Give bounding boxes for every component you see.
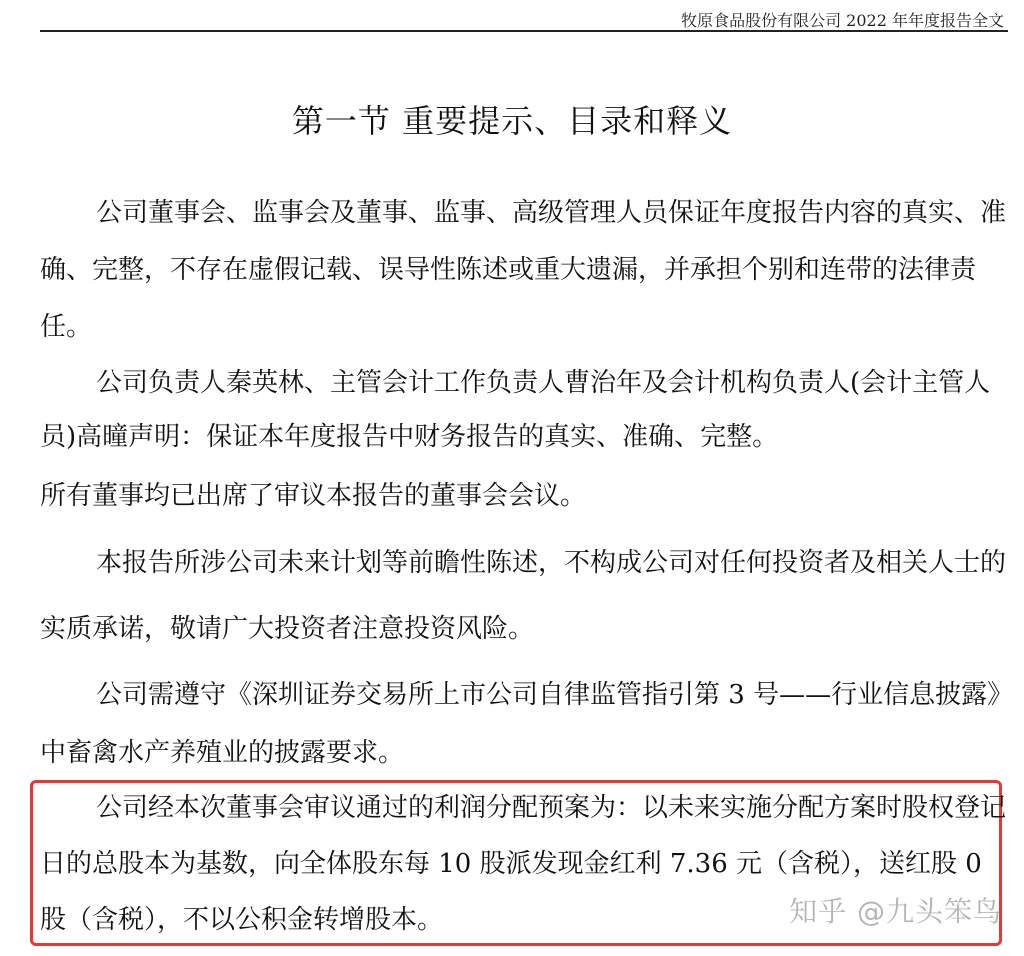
paragraph-text: 公司需遵守《深圳证券交易所上市公司自律监管指引第 3 号——行业信息披露》中畜禽水产养殖业的披露要求。 (40, 680, 1001, 768)
running-header-title: 牧原食品股份有限公司 2022 年年度报告全文 (681, 11, 1004, 30)
paragraph-financial-statement (40, 356, 1010, 464)
header-divider (40, 30, 1008, 32)
paragraph-directors-attendance: 所有董事均已出席了审议本报告的董事会会议。 (40, 481, 587, 511)
section-title: 第一节 重要提示、目录和释义 (291, 102, 733, 140)
paragraph-text: 公司经本次董事会审议通过的利润分配预案为：以未来实施分配方案时股权登记日的总股本为基数，向全体股东每 10 股派发现金红利 7.36 元（含税），送红股 0 股（含税），不以公积金转增股本。 (40, 793, 1007, 935)
paragraph-text: 公司董事会、监事会及董事、监事、高级管理人员保证年度报告内容的真实、准确、完整，不存在虚假记载、误导性陈述或重大遗漏，并承担个别和连带的法律责任。 (40, 198, 1007, 342)
watermark: 知乎 @九头笨鸟 (789, 895, 1002, 928)
paragraph-text: 本报告所涉公司未来计划等前瞻性陈述，不构成公司对任何投资者及相关人士的实质承诺，敬请广大投资者注意投资风险。 (40, 548, 1007, 644)
paragraph-text: 公司负责人秦英林、主管会计工作负责人曹治年及会计机构负责人(会计主管人员)高曈声明：保证本年度报告中财务报告的真实、准确、完整。 (40, 368, 991, 452)
paragraph-disclosure-requirements (40, 666, 1010, 782)
paragraph-forward-looking (40, 530, 1010, 662)
paragraph-responsibility (40, 185, 1010, 356)
